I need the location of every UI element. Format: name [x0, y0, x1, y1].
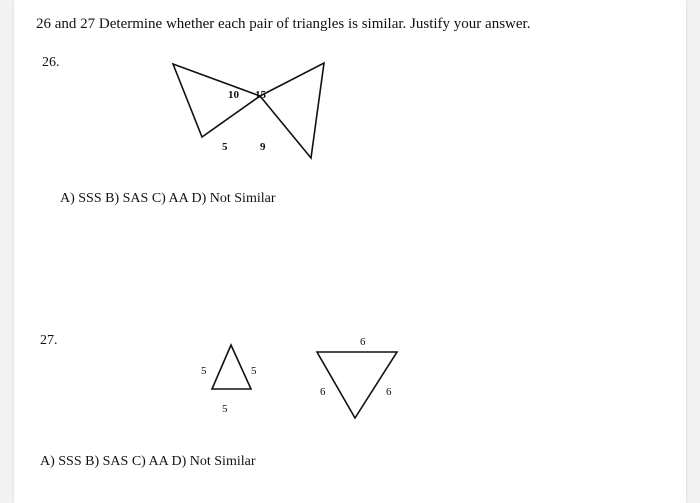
q26-label-9: 9: [260, 141, 266, 153]
q27-small-left-label: 5: [201, 365, 207, 377]
q27-large-right-label: 6: [386, 386, 392, 398]
question-27-choices: A) SSS B) SAS C) AA D) Not Similar: [40, 454, 256, 469]
question-26-number: 26.: [42, 55, 60, 70]
question-26-choices: A) SSS B) SAS C) AA D) Not Similar: [60, 191, 276, 206]
q27-large-triangle: [317, 352, 397, 418]
q27-small-triangle: [212, 345, 251, 389]
q26-label-10: 10: [228, 89, 239, 101]
question-27-number: 27.: [40, 333, 58, 348]
q27-small-bottom-label: 5: [222, 403, 228, 415]
q27-large-left-label: 6: [320, 386, 326, 398]
q26-label-15: 15: [255, 89, 266, 101]
q27-large-top-label: 6: [360, 336, 366, 348]
instructions-header: 26 and 27 Determine whether each pair of triangles is similar. Justify your answer.: [36, 16, 531, 32]
worksheet-page: [14, 0, 686, 503]
question-27-figure: [14, 0, 686, 503]
q27-small-right-label: 5: [251, 365, 257, 377]
q26-label-5: 5: [222, 141, 228, 153]
